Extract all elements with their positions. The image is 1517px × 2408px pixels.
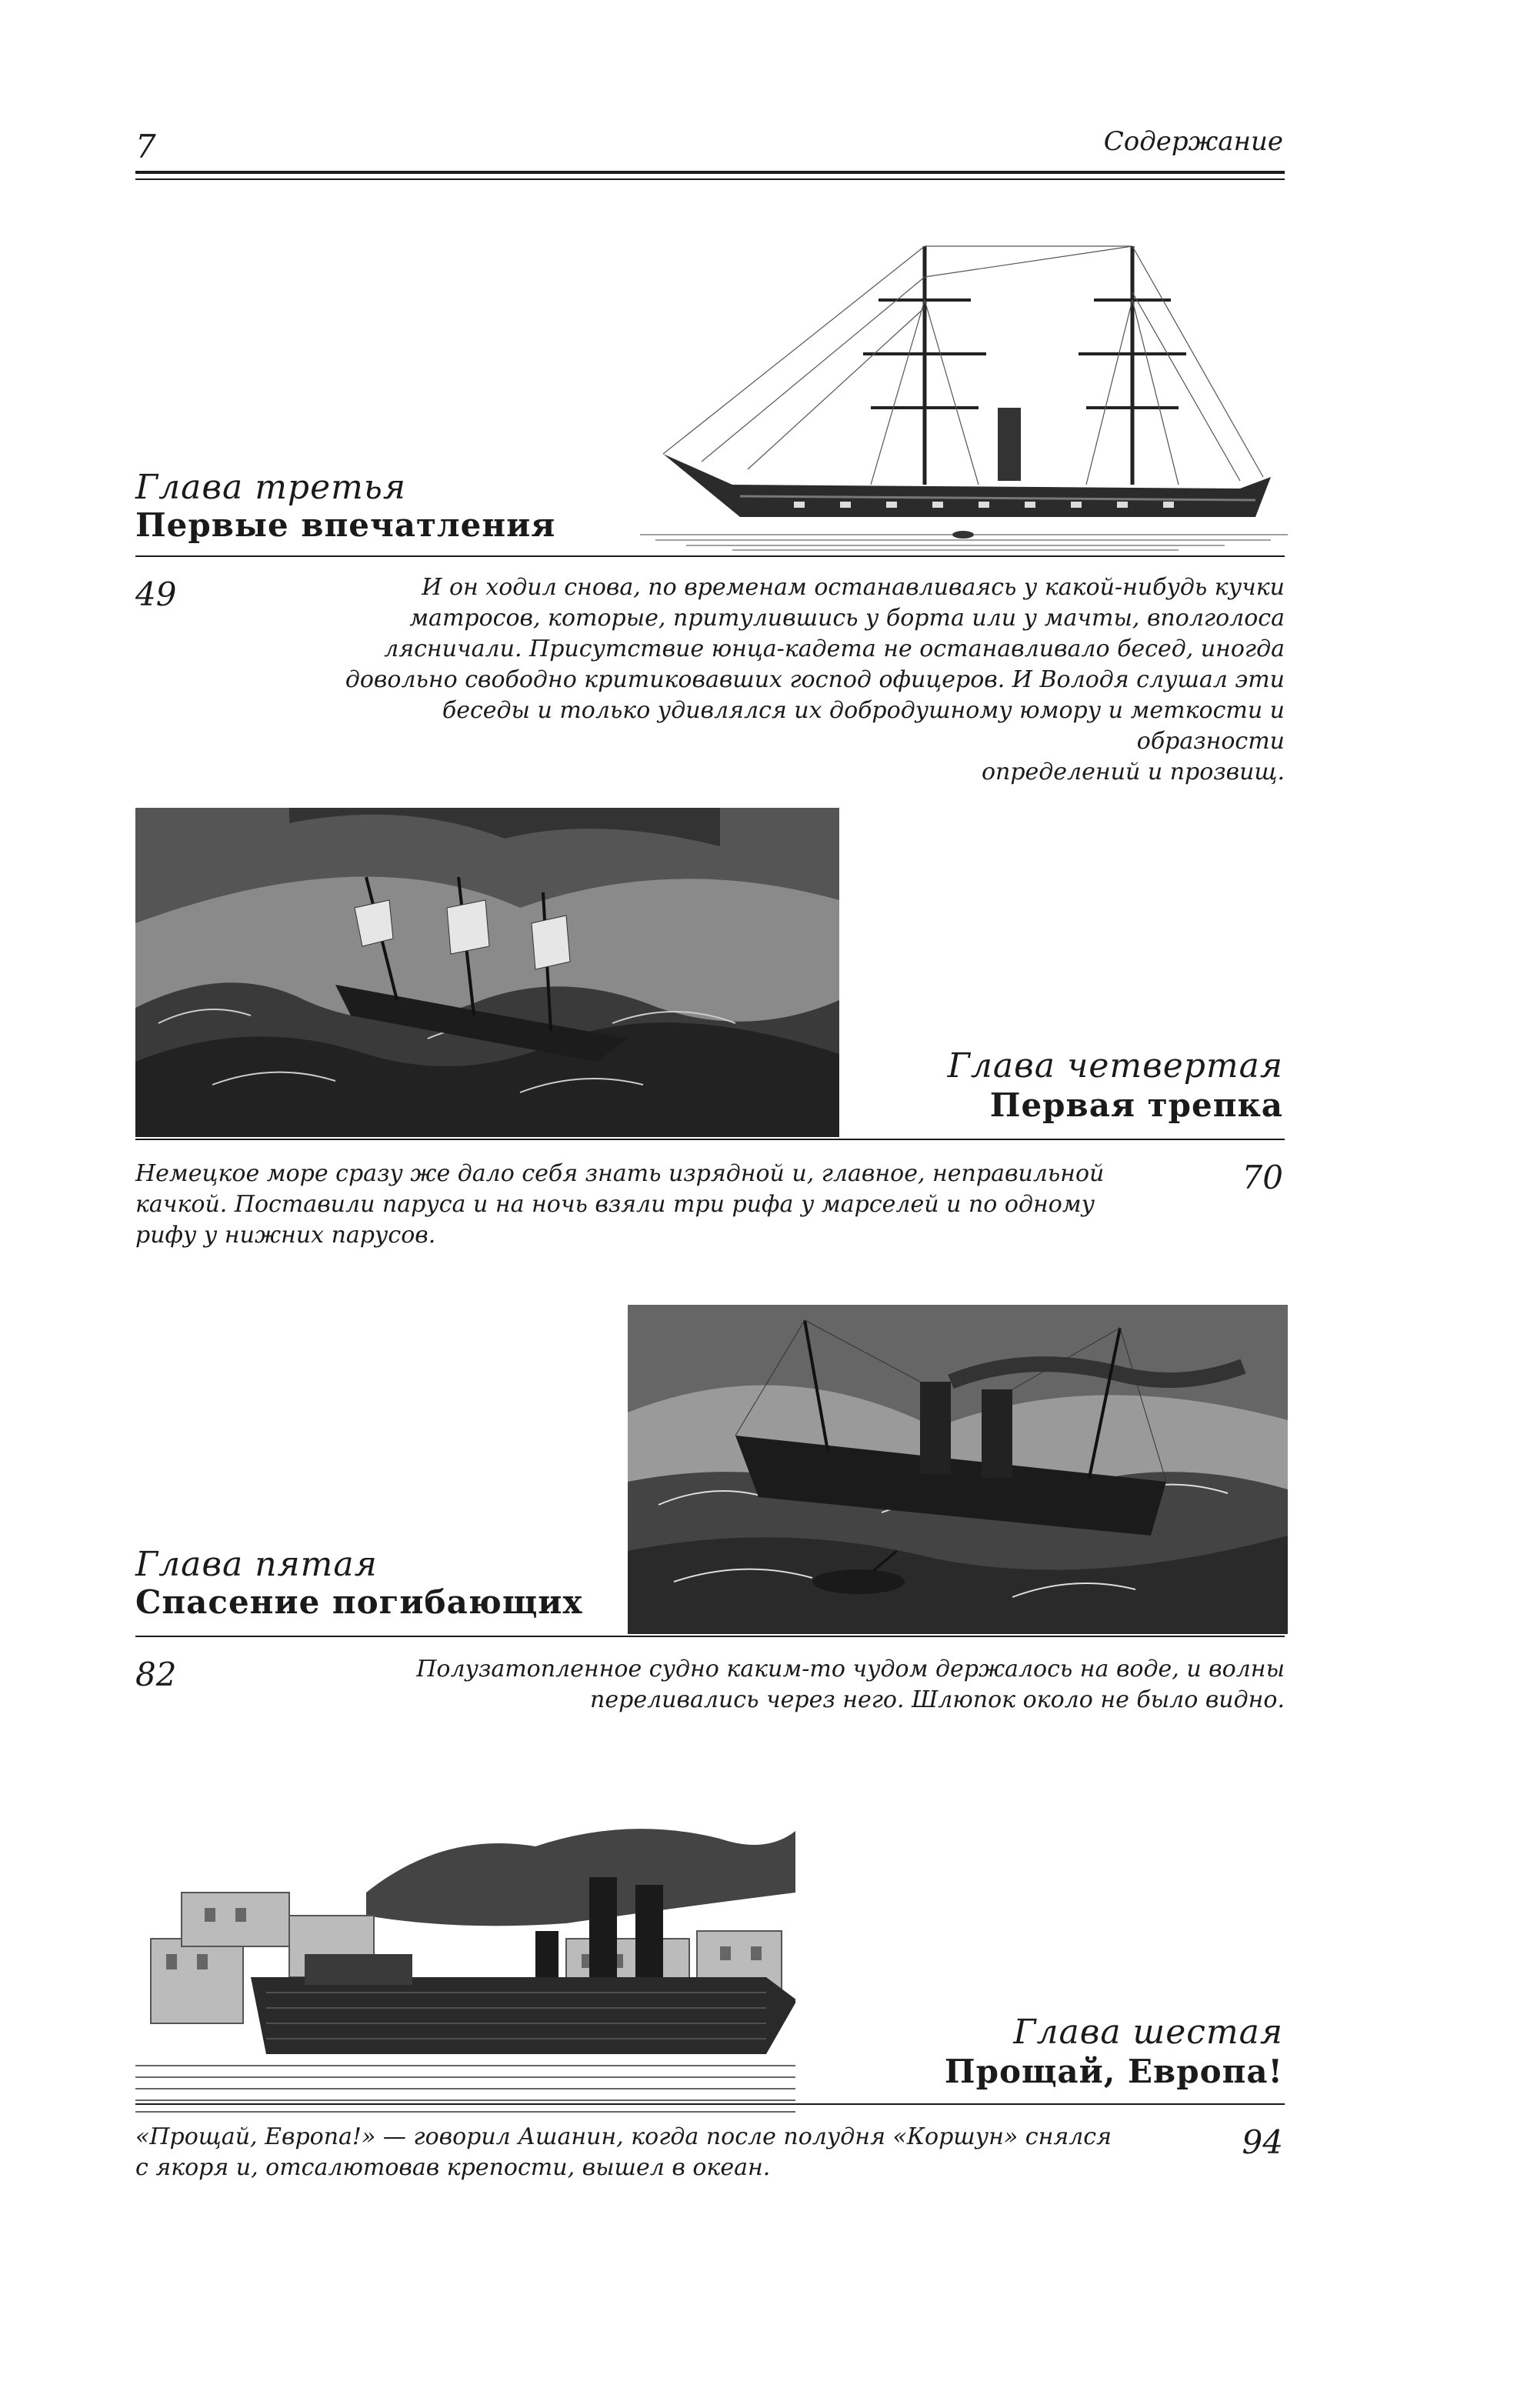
chapter-6-label: Глава шестая [1013,2013,1283,2052]
excerpt-line: «Прощай, Европа!» — говорил Ашанин, когда после полудня «Коршун» снялся [135,2123,1112,2150]
chapter-4-page-number: 70 [1242,1159,1283,1196]
chapter-4-label: Глава четвертая [947,1046,1283,1086]
chapter-3-page-number: 49 [135,575,177,613]
excerpt-line: довольно свободно критиковавших господ офицеров. И Володя слушал эти [345,666,1285,693]
chapter-5-excerpt [338,1654,1285,1716]
chapter-6-rule [135,2103,1285,2105]
excerpt-line: беседы и только удивлялся их добродушному юмору и меткости и образности [442,697,1285,755]
running-title: Содержание [1103,126,1283,157]
excerpt-line: Полузатопленное судно каким-то чудом держалось на воде, и волны [416,1656,1285,1683]
ship-in-storm-illustration [135,808,839,1137]
excerpt-line: рифу у нижних парусов. [135,1222,436,1249]
chapter-3-rule [135,555,1285,557]
excerpt-line: определений и прозвищ. [981,759,1285,785]
steam-frigate-illustration [640,231,1288,554]
header-rule-thin [135,178,1285,180]
excerpt-line: качкой. Поставили паруса и на ночь взяли три рифа у марселей и по одному [135,1191,1095,1218]
sinking-steamer-illustration [628,1305,1288,1634]
chapter-6-excerpt [135,2122,1135,2183]
excerpt-line: матросов, которые, притулившись у борта или у мачты, вполголоса [409,605,1285,632]
chapter-5-label: Глава пятая [135,1545,378,1584]
chapter-6-page-number: 94 [1242,2123,1283,2161]
page-number: 7 [135,128,156,165]
chapter-5-title: Спасение погибающих [135,1583,583,1621]
excerpt-line: с якоря и, отсалютовав крепости, вышел в океан. [135,2154,771,2181]
chapter-4-rule [135,1139,1285,1140]
chapter-6-title: Прощай, Европа! [944,2053,1283,2090]
harbor-steamer-illustration [135,1800,795,2123]
chapter-4-title: Первая трепка [989,1086,1283,1124]
chapter-5-page-number: 82 [135,1656,177,1693]
excerpt-line: И он ходил снова, по временам останавливаясь у какой-нибудь кучки [422,574,1285,601]
header-rule [135,171,1285,174]
chapter-3-excerpt [338,572,1285,788]
excerpt-line: Немецкое море сразу же дало себя знать изрядной и, главное, неправильной [135,1160,1105,1187]
chapter-3-title: Первые впечатления [135,506,556,544]
chapter-4-excerpt [135,1159,1135,1251]
excerpt-line: переливались через него. Шлюпок около не было видно. [590,1686,1285,1713]
chapter-5-rule [135,1636,1285,1637]
excerpt-line: лясничали. Присутствие юнца-кадета не останавливало бесед, иногда [384,635,1285,662]
chapter-3-label: Глава третья [135,468,406,507]
